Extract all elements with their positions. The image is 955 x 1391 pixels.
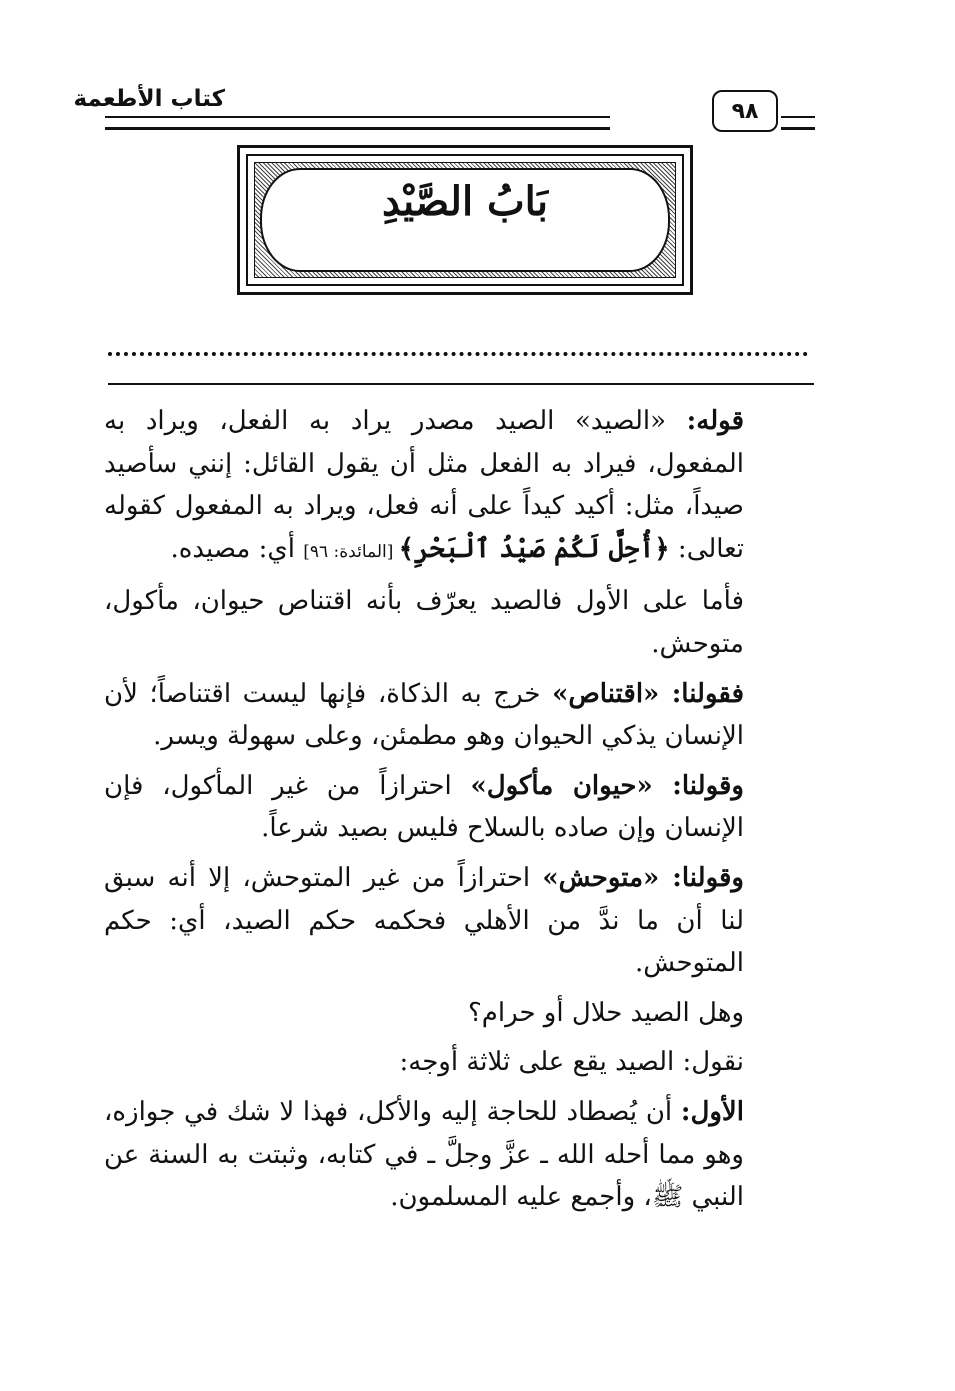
header-rule-main [105, 116, 610, 130]
verse-reference: [المائدة: ٩٦] [303, 541, 399, 562]
paragraph [104, 992, 814, 1035]
chapter-title: بَابُ الصَّيْدِ [382, 178, 548, 225]
paragraph-tail: أي: مصيده. [170, 533, 304, 564]
page-number-box [712, 90, 778, 132]
paragraph-lead: وقولنا: «حيوان مأكول» [470, 770, 744, 801]
header-rule-right [781, 116, 815, 130]
paragraph-lead: وقولنا: «متوحش» [542, 862, 744, 893]
paragraph-text: وهل الصيد حلال أو حرام؟ [468, 997, 744, 1028]
body-text [104, 400, 814, 1226]
footnote-divider [108, 383, 814, 385]
paragraph [104, 400, 814, 573]
paragraph-text: «الصيد» الصيد مصدر يراد به الفعل، ويراد به المفعول، فيراد به الفعل مثل أن يقول القائل: إنني سأصيد صيداً، مثل: أكيد كيداً على أنه فعل، ويراد به المفعول كقوله تعالى: [104, 406, 744, 564]
chapter-title-frame [237, 145, 693, 295]
paragraph [104, 1041, 814, 1084]
paragraph-text: فأما على الأول فالصيد يعرّف بأنه اقتناص حيوان، مأكول، متوحش. [104, 586, 744, 659]
paragraph [104, 765, 814, 850]
paragraph [104, 673, 814, 758]
paragraph [104, 1091, 814, 1219]
paragraph-text: أن يُصطاد للحاجة إليه والأكل، فهذا لا شك في جوازه، وهو مما أحله الله ـ عزَّ وجلَّ ـ في كتابه، وثبتت به السنة عن النبي ﷺ، وأجمع عليه المسلمون. [104, 1096, 744, 1213]
paragraph [104, 857, 814, 985]
paragraph-lead: قوله: [686, 406, 744, 436]
page-header [73, 84, 815, 134]
paragraph-lead: فقولنا: «اقتناص» [552, 678, 744, 709]
book-title: كتاب الأطعمة [73, 86, 225, 112]
quran-verse: ﴿أُحِلَّ لَكُمْ صَيْدُ ٱلْبَحْرِ﴾ [398, 533, 670, 564]
paragraph [104, 580, 814, 665]
dotted-separator [108, 342, 808, 356]
page-number: ٩٨ [731, 98, 759, 124]
paragraph-text: احترازاً من غير المتوحش، إلا أنه سبق لنا أن ما ندَّ من الأهلي فحكمه حكم الصيد، أي: حكم المتوحش. [104, 862, 744, 979]
paragraph-text: نقول: الصيد يقع على ثلاثة أوجه: [399, 1047, 744, 1078]
paragraph-text: احترازاً من غير المأكول، فإن الإنسان وإن صاده بالسلاح فليس بصيد شرعاً. [104, 770, 744, 844]
paragraph-text: خرج به الذكاة، فإنها ليست اقتناصاً؛ لأن الإنسان يذكي الحيوان وهو مطمئن، وعلى سهولة ويسر. [104, 678, 744, 752]
paragraph-lead: الأول: [680, 1096, 744, 1127]
